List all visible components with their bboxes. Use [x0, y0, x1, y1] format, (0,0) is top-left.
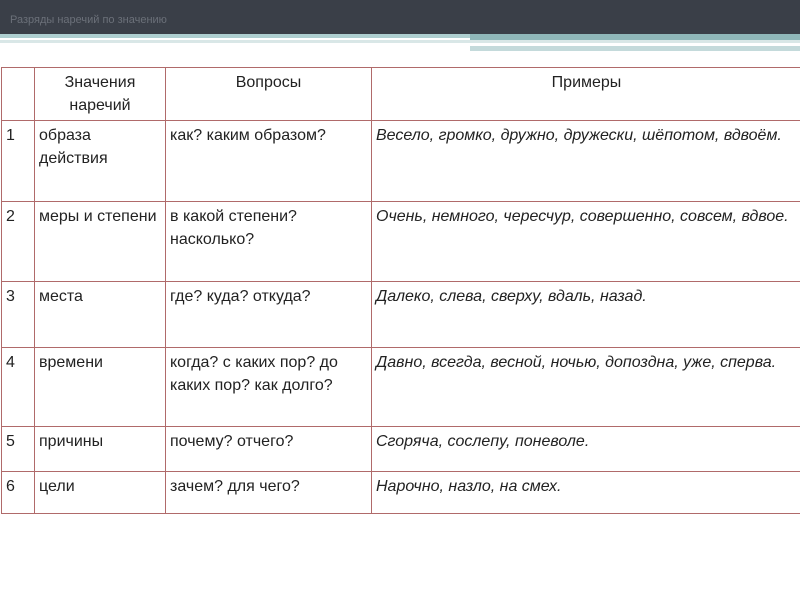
decorative-stripe: [470, 46, 800, 51]
slide-title: Разряды наречий по значению: [10, 14, 167, 26]
row-number: 6: [2, 472, 35, 514]
row-examples: Сгоряча, сослепу, поневоле.: [372, 427, 800, 472]
row-questions: где? куда? откуда?: [166, 282, 372, 348]
row-questions: в какой степени? насколько?: [166, 202, 372, 282]
table-row: [2, 427, 800, 472]
decorative-stripe: [0, 34, 470, 38]
row-questions: как? каким образом?: [166, 121, 372, 202]
table-row: [2, 348, 800, 427]
row-meaning: цели: [35, 472, 166, 514]
table-row: [2, 472, 800, 514]
row-examples: Весело, громко, дружно, дружески, шёпотом, вдвоём.: [372, 121, 800, 202]
row-meaning: причины: [35, 427, 166, 472]
table-row: [2, 121, 800, 202]
decorative-stripe: [0, 40, 800, 43]
row-questions: почему? отчего?: [166, 427, 372, 472]
row-questions: когда? с каких пор? до каких пор? как долго?: [166, 348, 372, 427]
header-meaning: Значения наречий: [35, 68, 166, 121]
row-number: 1: [2, 121, 35, 202]
row-examples: Очень, немного, чересчур, совершенно, совсем, вдвое.: [372, 202, 800, 282]
table-header-row: [2, 68, 800, 121]
row-examples: Нарочно, назло, на смех.: [372, 472, 800, 514]
header-questions: Вопросы: [166, 68, 372, 121]
header-examples: Примеры: [372, 68, 800, 121]
row-number: 2: [2, 202, 35, 282]
slide-header-bar: [0, 0, 800, 34]
row-number: 4: [2, 348, 35, 427]
row-examples: Давно, всегда, весной, ночью, допоздна, уже, сперва.: [372, 348, 800, 427]
row-meaning: меры и степени: [35, 202, 166, 282]
row-meaning: времени: [35, 348, 166, 427]
row-meaning: места: [35, 282, 166, 348]
table-row: [2, 282, 800, 348]
row-number: 5: [2, 427, 35, 472]
adverb-categories-table: [1, 67, 800, 514]
row-examples: Далеко, слева, сверху, вдаль, назад.: [372, 282, 800, 348]
row-questions: зачем? для чего?: [166, 472, 372, 514]
table-row: [2, 202, 800, 282]
row-number: 3: [2, 282, 35, 348]
row-meaning: образа действия: [35, 121, 166, 202]
header-num: [2, 68, 35, 121]
